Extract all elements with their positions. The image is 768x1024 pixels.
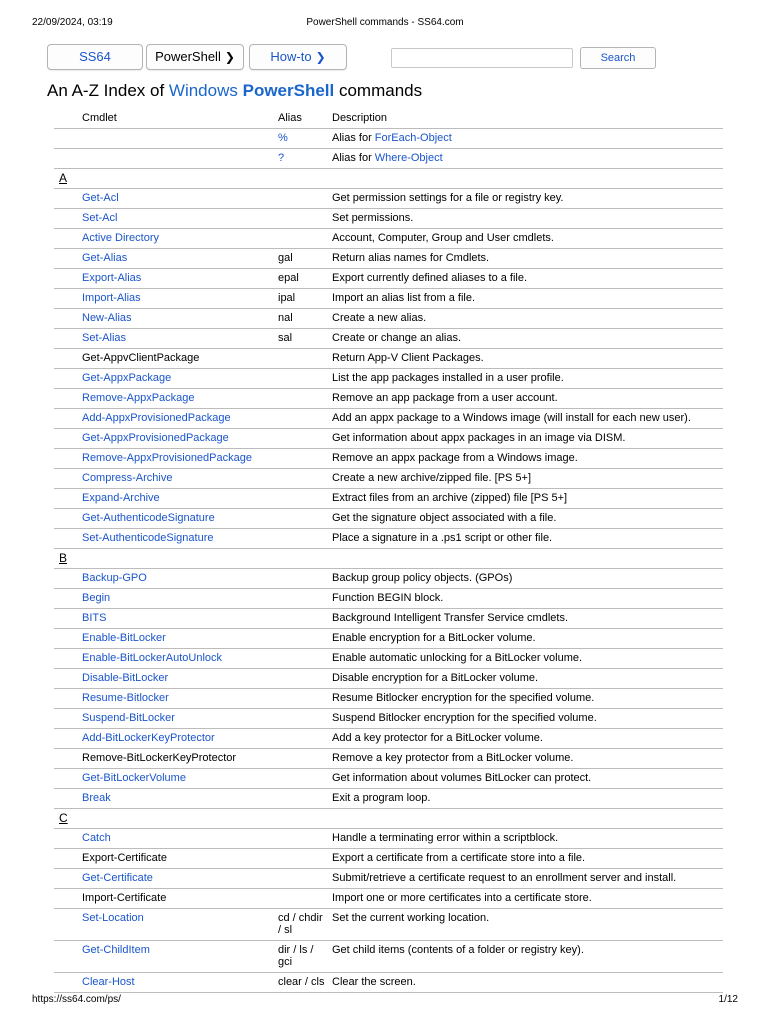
cmdlet-alias	[278, 869, 332, 889]
cmdlet-description: Return alias names for Cmdlets.	[332, 249, 723, 269]
cmdlet-link[interactable]: Catch	[54, 829, 278, 849]
title-suffix: commands	[334, 81, 423, 100]
alias-symbol-link[interactable]: %	[278, 129, 332, 149]
commands-table-body	[54, 108, 723, 993]
title-powershell-link[interactable]: PowerShell	[242, 81, 335, 100]
cmdlet-link[interactable]: Get-Certificate	[54, 869, 278, 889]
cmdlet-description: Enable encryption for a BitLocker volume.	[332, 629, 723, 649]
table-row	[54, 389, 723, 409]
cmdlet-link[interactable]: Import-Alias	[54, 289, 278, 309]
header-cmdlet: Cmdlet	[54, 108, 278, 129]
cmdlet-description: Return App-V Client Packages.	[332, 349, 723, 369]
cmdlet-alias	[278, 889, 332, 909]
cmdlet-name: Get-AppvClientPackage	[54, 349, 278, 369]
table-row	[54, 429, 723, 449]
cmdlet-description: Get permission settings for a file or registry key.	[332, 189, 723, 209]
cmdlet-alias: ipal	[278, 289, 332, 309]
cmdlet-alias	[278, 649, 332, 669]
table-row	[54, 729, 723, 749]
cmdlet-alias	[278, 229, 332, 249]
table-row	[54, 889, 723, 909]
cmdlet-link[interactable]: Compress-Archive	[54, 469, 278, 489]
cmdlet-description: Remove an appx package from a Windows image.	[332, 449, 723, 469]
cmdlet-description: Backup group policy objects. (GPOs)	[332, 569, 723, 589]
cmdlet-alias	[278, 749, 332, 769]
cmdlet-description: Exit a program loop.	[332, 789, 723, 809]
cmdlet-link[interactable]: Suspend-BitLocker	[54, 709, 278, 729]
table-row	[54, 349, 723, 369]
table-row	[54, 709, 723, 729]
cmdlet-link[interactable]: Remove-AppxProvisionedPackage	[54, 449, 278, 469]
cmdlet-description: Submit/retrieve a certificate request to an enrollment server and install.	[332, 869, 723, 889]
cmdlet-alias	[278, 629, 332, 649]
cmdlet-alias	[278, 369, 332, 389]
cmdlet-link[interactable]: Get-BitLockerVolume	[54, 769, 278, 789]
cmdlet-name: Remove-BitLockerKeyProtector	[54, 749, 278, 769]
cmdlet-link[interactable]: Break	[54, 789, 278, 809]
cmdlet-description: Remove an app package from a user account.	[332, 389, 723, 409]
table-row	[54, 309, 723, 329]
letter-anchor-link[interactable]: C	[59, 811, 68, 825]
print-date: 22/09/2024, 03:19	[32, 17, 113, 28]
cmdlet-description: Create or change an alias.	[332, 329, 723, 349]
table-row	[54, 269, 723, 289]
letter-heading-row	[54, 169, 723, 189]
table-row	[54, 209, 723, 229]
cmdlet-name	[54, 149, 278, 169]
title-windows-link[interactable]: Windows	[168, 81, 238, 100]
header-description: Description	[332, 108, 723, 129]
symbol-row	[54, 129, 723, 149]
search-input[interactable]	[391, 48, 573, 68]
cmdlet-link[interactable]: BITS	[54, 609, 278, 629]
cmdlet-description: Enable automatic unlocking for a BitLocker volume.	[332, 649, 723, 669]
cmdlet-name: Import-Certificate	[54, 889, 278, 909]
cmdlet-alias	[278, 409, 332, 429]
print-url: https://ss64.com/ps/	[32, 994, 121, 1005]
cmdlet-alias	[278, 589, 332, 609]
letter-anchor-link[interactable]: A	[59, 171, 68, 185]
table-row	[54, 529, 723, 549]
cmdlet-description: Get information about volumes BitLocker can protect.	[332, 769, 723, 789]
print-footer	[32, 994, 738, 1008]
table-row	[54, 329, 723, 349]
cmdlet-link[interactable]: Remove-AppxPackage	[54, 389, 278, 409]
cmdlet-name	[54, 129, 278, 149]
cmdlet-alias	[278, 509, 332, 529]
cmdlet-description: Export a certificate from a certificate store into a file.	[332, 849, 723, 869]
table-row	[54, 289, 723, 309]
cmdlet-link[interactable]: Clear-Host	[54, 973, 278, 993]
cmdlet-link[interactable]: Get-Acl	[54, 189, 278, 209]
cmdlet-description: Handle a terminating error within a scriptblock.	[332, 829, 723, 849]
table-row	[54, 409, 723, 429]
cmdlet-link[interactable]: Get-AuthenticodeSignature	[54, 509, 278, 529]
cmdlet-alias	[278, 449, 332, 469]
table-row	[54, 789, 723, 809]
cmdlet-description: Extract files from an archive (zipped) file [PS 5+]	[332, 489, 723, 509]
cmdlet-alias: gal	[278, 249, 332, 269]
cmdlet-link[interactable]: Active Directory	[54, 229, 278, 249]
cmdlet-name: Export-Certificate	[54, 849, 278, 869]
cmdlet-description: Place a signature in a .ps1 script or other file.	[332, 529, 723, 549]
cmdlet-alias	[278, 429, 332, 449]
cmdlet-link[interactable]: Export-Alias	[54, 269, 278, 289]
cmdlet-link[interactable]: Add-BitLockerKeyProtector	[54, 729, 278, 749]
cmdlet-description: Clear the screen.	[332, 973, 723, 993]
cmdlet-alias: clear / cls	[278, 973, 332, 993]
cmdlet-alias: sal	[278, 329, 332, 349]
chevron-right-icon: ❯	[224, 50, 235, 64]
cmdlet-alias	[278, 469, 332, 489]
cmdlet-link[interactable]: Backup-GPO	[54, 569, 278, 589]
cmdlet-link[interactable]: Set-Location	[54, 909, 278, 941]
description-link[interactable]: ForEach-Object	[374, 132, 452, 144]
table-row	[54, 849, 723, 869]
cmdlet-alias	[278, 669, 332, 689]
table-row	[54, 941, 723, 973]
howto-label: How-to	[270, 49, 312, 64]
cmdlet-alias: nal	[278, 309, 332, 329]
powershell-menu-button[interactable]	[146, 44, 244, 70]
cmdlet-alias	[278, 829, 332, 849]
table-row	[54, 649, 723, 669]
cmdlet-description: Resume Bitlocker encryption for the specified volume.	[332, 689, 723, 709]
letter-anchor-link[interactable]: B	[59, 551, 68, 565]
table-row	[54, 689, 723, 709]
cmdlet-description: Add an appx package to a Windows image (will install for each new user).	[332, 409, 723, 429]
cmdlet-description: Get child items (contents of a folder or registry key).	[332, 941, 723, 973]
cmdlet-alias	[278, 729, 332, 749]
print-title: PowerShell commands - SS64.com	[306, 17, 464, 28]
cmdlet-description: Disable encryption for a BitLocker volume.	[332, 669, 723, 689]
cmdlet-link[interactable]: Set-Alias	[54, 329, 278, 349]
cmdlet-alias: cd / chdir / sl	[278, 909, 332, 941]
cmdlet-link[interactable]: Get-AppxPackage	[54, 369, 278, 389]
letter-heading	[54, 169, 723, 189]
description	[332, 149, 723, 169]
print-page-number: 1/12	[718, 994, 738, 1005]
cmdlet-link[interactable]: Begin	[54, 589, 278, 609]
cmdlet-link[interactable]: Resume-Bitlocker	[54, 689, 278, 709]
cmdlet-link[interactable]: Disable-BitLocker	[54, 669, 278, 689]
cmdlet-description: Export currently defined aliases to a file.	[332, 269, 723, 289]
cmdlet-alias	[278, 209, 332, 229]
cmdlet-description: Function BEGIN block.	[332, 589, 723, 609]
table-row	[54, 769, 723, 789]
cmdlet-description: Create a new alias.	[332, 309, 723, 329]
table-row	[54, 569, 723, 589]
table-row	[54, 589, 723, 609]
cmdlet-description: Import an alias list from a file.	[332, 289, 723, 309]
commands-table	[54, 108, 723, 993]
table-row	[54, 489, 723, 509]
cmdlet-alias: dir / ls / gci	[278, 941, 332, 973]
letter-heading	[54, 549, 723, 569]
table-row	[54, 189, 723, 209]
table-row	[54, 749, 723, 769]
cmdlet-link[interactable]: Add-AppxProvisionedPackage	[54, 409, 278, 429]
description-prefix: Alias for	[332, 132, 375, 144]
cmdlet-link[interactable]: Enable-BitLocker	[54, 629, 278, 649]
cmdlet-link[interactable]: Set-AuthenticodeSignature	[54, 529, 278, 549]
cmdlet-description: List the app packages installed in a user profile.	[332, 369, 723, 389]
cmdlet-description: Set the current working location.	[332, 909, 723, 941]
description	[332, 129, 723, 149]
table-header-row	[54, 108, 723, 129]
cmdlet-link[interactable]: Get-ChildItem	[54, 941, 278, 973]
cmdlet-description: Account, Computer, Group and User cmdlets.	[332, 229, 723, 249]
cmdlet-description: Remove a key protector from a BitLocker volume.	[332, 749, 723, 769]
cmdlet-alias	[278, 709, 332, 729]
top-nav	[47, 44, 667, 72]
table-row	[54, 909, 723, 941]
cmdlet-description: Add a key protector for a BitLocker volume.	[332, 729, 723, 749]
cmdlet-alias	[278, 609, 332, 629]
chevron-right-icon: ❯	[315, 50, 326, 64]
cmdlet-description: Get the signature object associated with a file.	[332, 509, 723, 529]
cmdlet-link[interactable]: Set-Acl	[54, 209, 278, 229]
symbol-row	[54, 149, 723, 169]
cmdlet-link[interactable]: Get-Alias	[54, 249, 278, 269]
howto-menu-button[interactable]	[249, 44, 347, 70]
cmdlet-alias: epal	[278, 269, 332, 289]
cmdlet-link[interactable]: Enable-BitLockerAutoUnlock	[54, 649, 278, 669]
cmdlet-description: Import one or more certificates into a certificate store.	[332, 889, 723, 909]
search-button[interactable]: Search	[580, 47, 656, 69]
ss64-label: SS64	[79, 49, 111, 64]
cmdlet-link[interactable]: Expand-Archive	[54, 489, 278, 509]
table-row	[54, 609, 723, 629]
cmdlet-description: Background Intelligent Transfer Service cmdlets.	[332, 609, 723, 629]
table-row	[54, 669, 723, 689]
cmdlet-alias	[278, 789, 332, 809]
cmdlet-alias	[278, 529, 332, 549]
table-row	[54, 973, 723, 993]
powershell-label: PowerShell	[155, 49, 221, 64]
description-link[interactable]: Where-Object	[374, 152, 443, 164]
table-row	[54, 509, 723, 529]
cmdlet-description: Create a new archive/zipped file. [PS 5+]	[332, 469, 723, 489]
cmdlet-alias	[278, 349, 332, 369]
cmdlet-alias	[278, 389, 332, 409]
ss64-home-button[interactable]	[47, 44, 143, 70]
table-row	[54, 829, 723, 849]
letter-heading-row	[54, 809, 723, 829]
print-header	[32, 17, 738, 31]
cmdlet-alias	[278, 489, 332, 509]
header-alias: Alias	[278, 108, 332, 129]
table-row	[54, 369, 723, 389]
letter-heading	[54, 809, 723, 829]
cmdlet-alias	[278, 689, 332, 709]
page-title	[47, 81, 422, 101]
description-prefix: Alias for	[332, 152, 375, 164]
letter-heading-row	[54, 549, 723, 569]
table-row	[54, 449, 723, 469]
cmdlet-alias	[278, 189, 332, 209]
table-row	[54, 229, 723, 249]
cmdlet-alias	[278, 569, 332, 589]
cmdlet-alias	[278, 849, 332, 869]
alias-symbol-link[interactable]: ?	[278, 149, 332, 169]
cmdlet-description: Suspend Bitlocker encryption for the specified volume.	[332, 709, 723, 729]
cmdlet-description: Set permissions.	[332, 209, 723, 229]
table-row	[54, 869, 723, 889]
table-row	[54, 629, 723, 649]
cmdlet-description: Get information about appx packages in an image via DISM.	[332, 429, 723, 449]
cmdlet-link[interactable]: Get-AppxProvisionedPackage	[54, 429, 278, 449]
cmdlet-alias	[278, 769, 332, 789]
title-prefix: An A-Z Index of	[47, 81, 169, 100]
table-row	[54, 469, 723, 489]
table-row	[54, 249, 723, 269]
cmdlet-link[interactable]: New-Alias	[54, 309, 278, 329]
